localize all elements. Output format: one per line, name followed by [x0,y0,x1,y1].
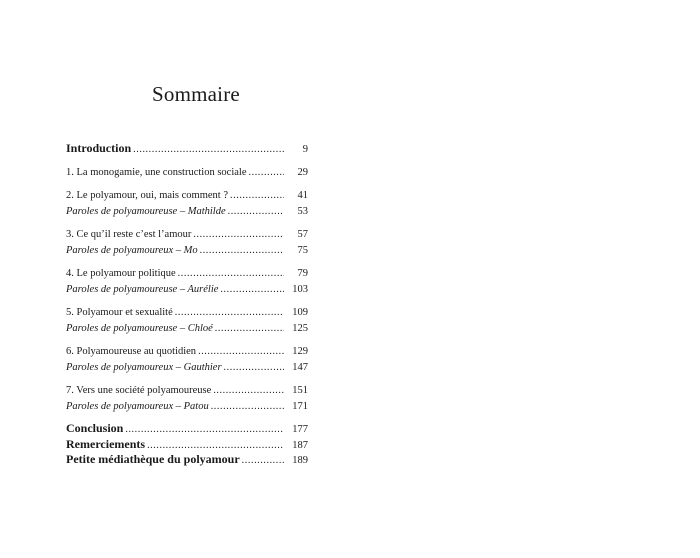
toc-entry-page: 109 [292,307,308,318]
toc-entry-label: 1. La monogamie, une construction sociale [66,166,247,178]
toc-entry-label: 2. Le polyamour, oui, mais comment ? [66,190,229,201]
toc-entry-page: 151 [292,385,308,396]
dot-leader [175,305,284,321]
toc-entry-page: 129 [292,346,308,357]
toc-entry-label: Paroles de polyamoureuse – Mathilde [66,205,226,217]
toc-entry-label: 6. Polyamoureuse au quotidien [66,346,197,357]
toc-entry-testimony-aurelie[interactable] [66,282,308,298]
toc-entry-testimony-patou[interactable] [66,399,308,415]
page-title: Sommaire [152,82,240,106]
toc-entry-page: 9 [302,144,308,155]
toc-entry-page: 125 [292,322,308,334]
toc-entry-page: 171 [292,400,308,412]
toc-entry-chapter-6[interactable] [66,344,308,360]
toc-entry-page: 57 [297,229,308,240]
toc-entry-label: Introduction [66,141,132,155]
toc-entry-page: 177 [292,424,308,435]
toc-entry-conclusion[interactable] [66,421,308,437]
toc-entry-label: Paroles de polyamoureux – Patou [66,400,209,412]
toc-entry-testimony-mathilde[interactable] [66,204,308,220]
toc-entry-testimony-gauthier[interactable] [66,360,308,376]
toc-entry-label: Petite médiathèque du polyamour [66,452,240,466]
dot-leader [249,165,285,181]
toc-entry-chapter-7[interactable] [66,383,308,399]
toc-entry-label: 5. Polyamour et sexualité [66,307,173,318]
dot-leader [193,227,284,243]
toc-entry-page: 41 [297,190,308,201]
dot-leader [230,188,284,204]
toc-entry-label: 4. Le polyamour politique [66,268,176,279]
dot-leader [133,142,284,158]
toc-entry-label: Conclusion [66,421,124,435]
toc-entry-label: Paroles de polyamoureux – Gauthier [66,361,222,373]
dot-leader [211,399,284,415]
toc-entry-page: 187 [292,439,308,451]
toc-entry-label: 3. Ce qu’il reste c’est l’amour [66,229,192,240]
dot-leader [200,243,284,259]
toc-entry-mediatheque[interactable] [66,452,308,468]
dot-leader [147,438,284,454]
dot-leader [198,344,284,360]
dot-leader [242,453,284,469]
toc-entry-label: Paroles de polyamoureuse – Aurélie [66,283,219,295]
toc-entry-testimony-chloe[interactable] [66,321,308,337]
toc-entry-label: Remerciements [66,436,146,451]
toc-entry-page: 79 [297,268,308,279]
toc-entry-page: 29 [297,166,308,178]
toc-entry-chapter-4[interactable] [66,266,308,282]
toc-entry-page: 147 [292,361,308,373]
toc-entry-chapter-1[interactable] [66,165,308,181]
toc-entry-page: 75 [297,244,308,256]
toc-entry-chapter-2[interactable] [66,188,308,204]
dot-leader [224,360,284,376]
toc-entry-label: Paroles de polyamoureuse – Chloé [66,322,213,334]
toc-entry-testimony-mo[interactable] [66,243,308,259]
toc-entry-label: 7. Vers une société polyamoureuse [66,385,212,396]
table-of-contents [66,141,308,468]
toc-entry-remerciements[interactable] [66,437,308,453]
dot-leader [213,383,284,399]
toc-entry-chapter-3[interactable] [66,227,308,243]
dot-leader [125,422,284,438]
toc-entry-introduction[interactable] [66,141,308,157]
toc-entry-label: Paroles de polyamoureux – Mo [66,244,198,256]
dot-leader [215,321,284,337]
toc-entry-page: 53 [297,205,308,217]
dot-leader [220,282,284,298]
dot-leader [178,266,284,282]
toc-entry-page: 189 [292,455,308,466]
dot-leader [228,204,284,220]
toc-entry-chapter-5[interactable] [66,305,308,321]
toc-entry-page: 103 [292,283,308,295]
